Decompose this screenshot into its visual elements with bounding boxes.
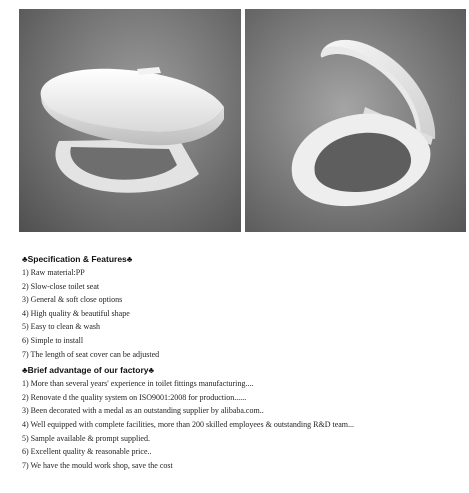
advantage-section (22, 363, 462, 472)
advantage-item: 2) Renovate d the quality system on ISO9001:2008 for production...... (22, 392, 247, 402)
advantage-item: 5) Sample available & prompt supplied. (22, 433, 150, 443)
spec-item: 4) High quality & beautiful shape (22, 308, 130, 318)
spec-item: 3) General & soft close options (22, 295, 123, 305)
specification-heading: ♣Specification & Features♣ (22, 254, 133, 264)
product-description (22, 252, 462, 472)
advantage-item: 6) Excellent quality & reasonable price.. (22, 447, 152, 457)
toilet-seat-closed-photo (19, 9, 241, 232)
advantage-heading: ♣Brief advantage of our factory♣ (22, 365, 155, 376)
advantage-item: 3) Been decorated with a medal as an outstanding supplier by alibaba.com.. (22, 406, 264, 416)
advantage-item: 4) Well equipped with complete facilities, more than 200 skilled employees & outstanding R&D team... (22, 419, 355, 429)
product-photos (19, 9, 466, 232)
advantage-item: 1) More than several years' experience in toilet fittings manufacturing.... (22, 379, 254, 389)
spec-item: 7) The length of seat cover can be adjusted (22, 349, 160, 359)
specification-section (22, 252, 462, 361)
advantage-item: 7) We have the mould work shop, save the cost (22, 460, 173, 470)
spec-item: 6) Simple to install (22, 335, 84, 345)
toilet-seat-open-photo (245, 9, 466, 232)
spec-item: 2) Slow-close toilet seat (22, 281, 100, 291)
spec-item: 5) Easy to clean & wash (22, 322, 100, 332)
spec-item: 1) Raw material:PP (22, 268, 85, 277)
